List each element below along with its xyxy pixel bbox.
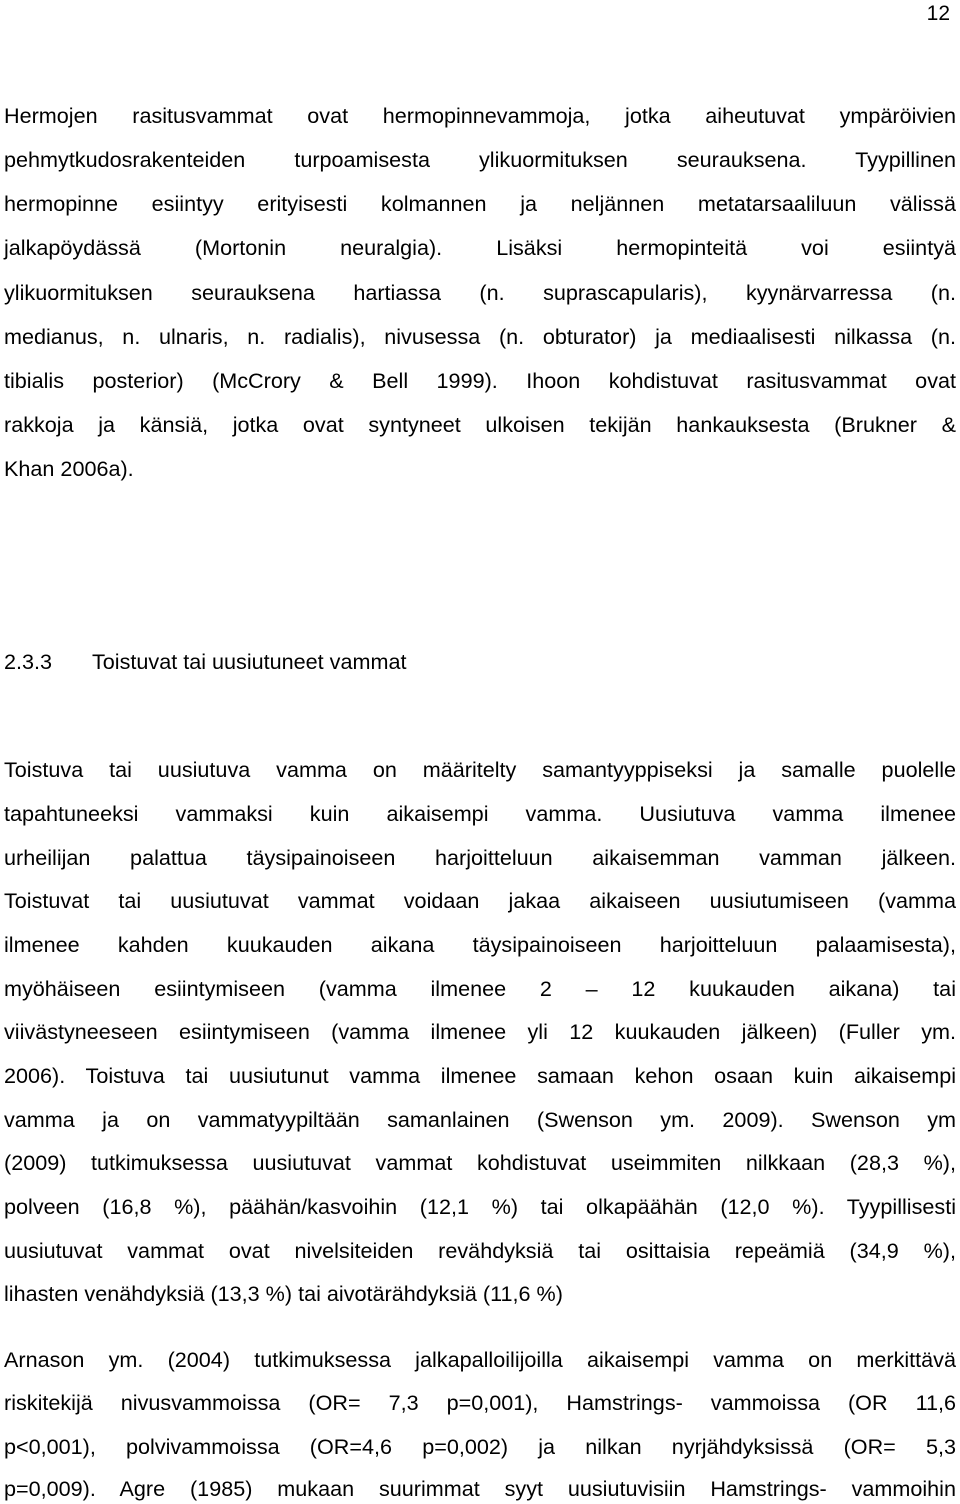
- text-line: rakkoja ja känsiä, jotka ovat syntyneet ulkoisen tekijän hankauksesta (Brukner &: [4, 412, 956, 437]
- text-line: vamma ja on vammatyypiltään samanlainen (Swenson ym. 2009). Swenson ym: [4, 1107, 956, 1132]
- text-line: urheilijan palattua täysipainoiseen harjoitteluun aikaisemman vamman jälkeen.: [4, 845, 956, 870]
- text-line: ylikuormituksen seurauksena hartiassa (n. suprascapularis), kyynärvarressa (n.: [4, 280, 956, 305]
- text-line: Hermojen rasitusvammat ovat hermopinnevammoja, jotka aiheutuvat ympäröivien: [4, 103, 956, 128]
- section-number: 2.3.3: [4, 649, 53, 674]
- text-line: Arnason ym. (2004) tutkimuksessa jalkapalloilijoilla aikaisempi vamma on merkittävä: [4, 1347, 956, 1372]
- text-line: tapahtuneeksi vammaksi kuin aikaisempi vamma. Uusiutuva vamma ilmenee: [4, 801, 956, 826]
- text-line: hermopinne esiintyy erityisesti kolmannen ja neljännen metatarsaaliluun välissä: [4, 191, 956, 216]
- text-line: p=0,009). Agre (1985) mukaan suurimmat syyt uusiutuvisiin Hamstrings- vammoihin: [4, 1476, 956, 1501]
- text-line: riskitekijä nivusvammoissa (OR= 7,3 p=0,001), Hamstrings- vammoissa (OR 11,6: [4, 1390, 956, 1415]
- page-number: 12: [926, 2, 950, 25]
- text-line: tibialis posterior) (McCrory & Bell 1999). Ihoon kohdistuvat rasitusvammat ovat: [4, 368, 956, 393]
- text-line: Khan 2006a).: [4, 456, 134, 481]
- text-line: pehmytkudosrakenteiden turpoamisesta ylikuormituksen seurauksena. Tyypillinen: [4, 147, 956, 172]
- text-line: polveen (16,8 %), päähän/kasvoihin (12,1 %) tai olkapäähän (12,0 %). Tyypillisesti: [4, 1194, 956, 1219]
- text-line: myöhäiseen esiintymiseen (vamma ilmenee 2 – 12 kuukauden aikana) tai: [4, 976, 956, 1001]
- text-line: 2006). Toistuva tai uusiutunut vamma ilmenee samaan kehon osaan kuin aikaisempi: [4, 1063, 956, 1088]
- text-line: viivästyneeseen esiintymiseen (vamma ilmenee yli 12 kuukauden jälkeen) (Fuller ym.: [4, 1019, 956, 1044]
- section-heading: [4, 647, 406, 677]
- text-line: uusiutuvat vammat ovat nivelsiteiden revähdyksiä tai osittaisia repeämiä (34,9 %),: [4, 1238, 956, 1263]
- text-line: lihasten venähdyksiä (13,3 %) tai aivotärähdyksiä (11,6 %): [4, 1281, 563, 1306]
- text-line: jalkapöydässä (Mortonin neuralgia). Lisäksi hermopinteitä voi esiintyä: [4, 235, 956, 260]
- section-title: Toistuvat tai uusiutuneet vammat: [92, 649, 407, 674]
- text-line: (2009) tutkimuksessa uusiutuvat vammat kohdistuvat useimmiten nilkkaan (28,3 %),: [4, 1150, 956, 1175]
- text-line: Toistuva tai uusiutuva vamma on määritelty samantyyppiseksi ja samalle puolelle: [4, 757, 956, 782]
- text-line: p<0,001), polvivammoissa (OR=4,6 p=0,002) ja nilkan nyrjähdyksissä (OR= 5,3: [4, 1434, 956, 1459]
- text-line: Toistuvat tai uusiutuvat vammat voidaan jakaa aikaiseen uusiutumiseen (vamma: [4, 888, 956, 913]
- text-line: medianus, n. ulnaris, n. radialis), nivusessa (n. obturator) ja mediaalisesti nilkassa (n.: [4, 324, 956, 349]
- text-line: ilmenee kahden kuukauden aikana täysipainoiseen harjoitteluun palaamisesta),: [4, 932, 956, 957]
